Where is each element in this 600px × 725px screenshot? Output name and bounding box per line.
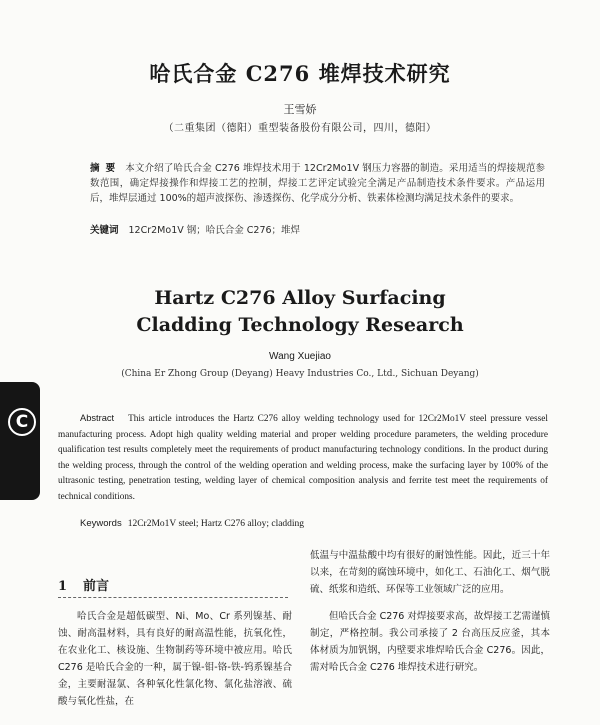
abstract-en xyxy=(58,411,548,505)
body-column-right xyxy=(310,547,550,686)
section-title: 前言 xyxy=(83,579,110,594)
author-name-en: Wang Xuejiao xyxy=(269,351,331,362)
body-paragraph: 但哈氏合金 C276 对焊接要求高，故焊接工艺需谨慎制定，严格控制。我公司承接了 2 台高压反应釜，其本体材质为加钒钢，内壁要求堆焊哈氏合金 C276。因此，需对哈氏合金 C276 堆焊技术进行研究。 xyxy=(310,611,550,673)
section-divider xyxy=(58,597,288,598)
body-column-left: 哈氏合金是超低碳型、Ni、Mo、Cr 系列镍基、耐蚀、耐高温材料，具有良好的耐高温性能，抗氧化性，在农业化工、核设施、生物制药等环境中被应用。哈氏 C276 是哈氏合金的一种，属于镍-钼-铬-铁-钨系镍基合金，主要耐湿氯、各种氧化性氯化物、氯化盐溶液、硫酸与氧化性盐，在 xyxy=(58,611,292,707)
section-number: 1 xyxy=(58,579,68,594)
keywords-cn-text: 12Cr2Mo1V 钢；哈氏合金 C276；堆焊 xyxy=(128,225,301,236)
abstract-en-label: Abstract xyxy=(80,413,115,423)
paper-title-cn: 哈氏合金 C276 堆焊技术研究 xyxy=(149,61,451,86)
keywords-en xyxy=(80,518,304,529)
paper-title-en xyxy=(0,285,600,339)
keywords-en-label: Keywords xyxy=(80,518,122,529)
copyright-c-icon: C xyxy=(8,408,36,436)
keywords-en-text: 12Cr2Mo1V steel; Hartz C276 alloy; cladding xyxy=(127,519,305,529)
paper-title-en-line2: Cladding Technology Research xyxy=(136,314,464,336)
body-paragraph: 低温与中温盐酸中均有很好的耐蚀性能。因此，近三十年以来，在苛刻的腐蚀环境中，如化工、石油化工、烟气脱硫、纸浆和造纸、环保等工业领域广泛的应用。 xyxy=(310,550,550,595)
abstract-cn-text: 本文介绍了哈氏合金 C276 堆焊技术用于 12Cr2Mo1V 钢压力容器的制造。采用适当的焊接规范参数范围，确定焊接操作和焊接工艺的控制，焊接工艺评定试验完全满足产品制造技术条件要求。产品运用后，堆焊层通过 100%的超声波探伤、渗透探伤、化学成分分析、铁素体检测均满足技术条件的要求。 xyxy=(90,163,545,204)
abstract-en-text: This article introduces the Hartz C276 alloy welding technology used for 12Cr2Mo1V steel pressure vessel manufacturing process. Adopt high quality welding material and proper welding procedure parameters, the welding procedure qualification test results completely meet the requirements of product manufacturing technology conditions. In the product during the welding process, through the control of the welding operation and welding process, make the surfacing layer by 100% of the ultrasonic testing, penetration testing, welding layer of chemical composition analysis and ferrite test meet the requirements of technical conditions. xyxy=(58,414,548,502)
paper-title-en-line1: Hartz C276 Alloy Surfacing xyxy=(154,287,446,309)
side-tab xyxy=(0,382,40,500)
keywords-cn xyxy=(90,222,300,236)
abstract-cn-label: 摘要 xyxy=(90,163,122,174)
affiliation-en: (China Er Zhong Group (Deyang) Heavy Industries Co., Ltd., Sichuan Deyang) xyxy=(121,369,479,379)
keywords-cn-label: 关键词 xyxy=(90,225,119,236)
section-heading xyxy=(58,575,109,594)
affiliation-cn: （二重集团（德阳）重型装备股份有限公司，四川，德阳） xyxy=(163,123,437,134)
abstract-cn xyxy=(90,161,545,206)
author-name-cn: 王雪娇 xyxy=(283,103,317,116)
